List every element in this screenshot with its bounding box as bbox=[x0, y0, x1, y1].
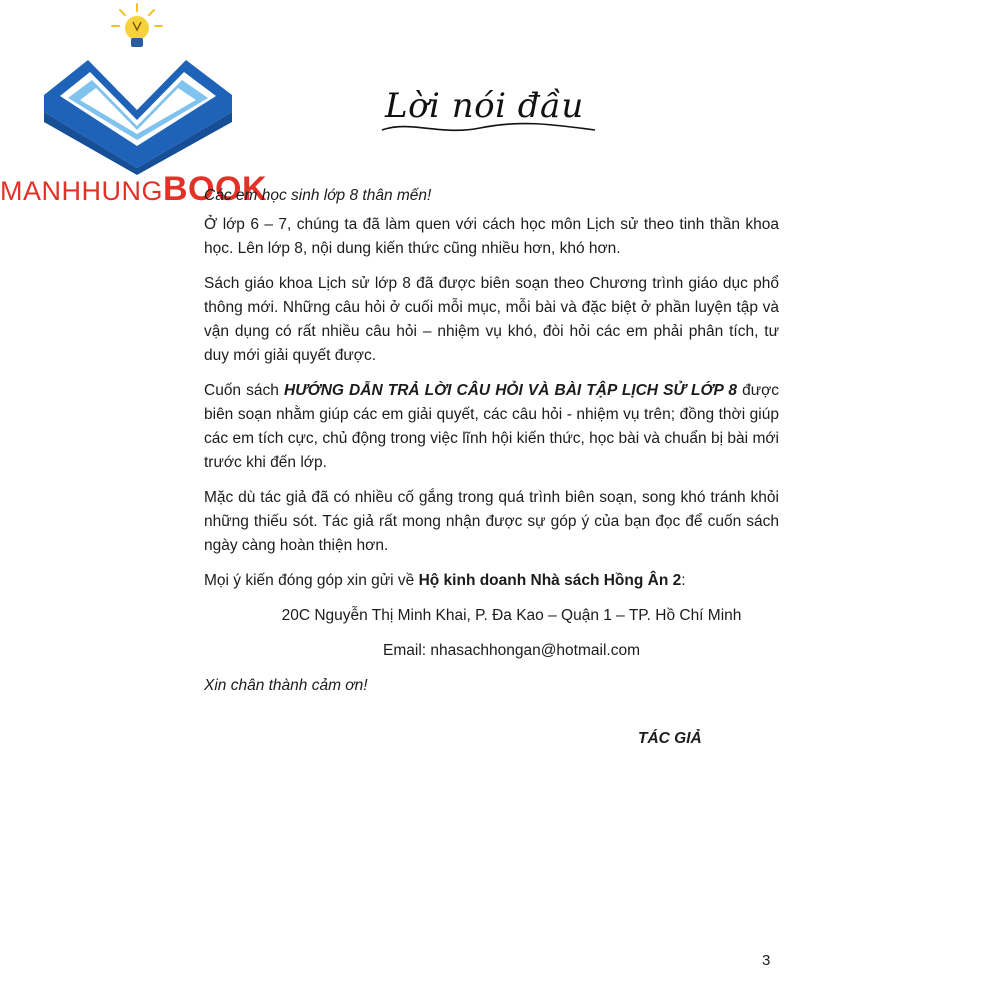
author-signature: TÁC GIẢ bbox=[638, 730, 702, 747]
email-line: Email: nhasachhongan@hotmail.com bbox=[383, 642, 640, 659]
paragraph-3 bbox=[204, 379, 779, 475]
page-title: Lời nói đầu bbox=[385, 86, 584, 126]
title-swash-decoration bbox=[380, 118, 600, 138]
address-line: 20C Nguyễn Thị Minh Khai, P. Đa Kao – Quận 1 – TP. Hồ Chí Minh bbox=[281, 607, 742, 624]
contact-prefix: Mọi ý kiến đóng góp xin gửi về bbox=[204, 572, 419, 589]
paragraph-3-suffix: được biên soạn nhằm giúp các em giải quyết, các câu hỏi - nhiệm vụ trên; đồng thời giúp các em tích cực, chủ động trong việc lĩnh hội kiến thức, học bài và chuẩn bị bài mới trước khi đến lớp. bbox=[204, 382, 779, 471]
brand-logo bbox=[40, 0, 240, 175]
contact-line bbox=[204, 569, 779, 593]
paragraph-2: Sách giáo khoa Lịch sử lớp 8 đã được biên soạn theo Chương trình giáo dục phổ thông mới. Những câu hỏi ở cuối mỗi mục, mỗi bài và đặc biệt ở phần luyện tập và vận dụng có rất nhiều câu hỏi – nhiệm vụ khó, đòi hỏi các em phải phân tích, tư duy mới giải quyết được. bbox=[204, 275, 779, 364]
closing-line: Xin chân thành cảm ơn! bbox=[204, 677, 368, 694]
greeting-line: Các em học sinh lớp 8 thân mến! bbox=[204, 187, 432, 204]
brand-wordmark-part1: MANHHUNG bbox=[0, 176, 163, 206]
book-title: HƯỚNG DẪN TRẢ LỜI CÂU HỎI VÀ BÀI TẬP LỊCH SỬ LỚP 8 bbox=[284, 382, 737, 399]
paragraph-4: Mặc dù tác giả đã có nhiều cố gắng trong quá trình biên soạn, song khó tránh khỏi những thiếu sót. Tác giả rất mong nhận được sự góp ý của bạn đọc để cuốn sách ngày càng hoàn thiện hơn. bbox=[204, 489, 779, 554]
contact-suffix: : bbox=[681, 572, 686, 589]
brand-wordmark-part2: BOOK bbox=[163, 170, 267, 208]
open-book-icon bbox=[44, 60, 232, 175]
paragraph-1: Ở lớp 6 – 7, chúng ta đã làm quen với cách học môn Lịch sử theo tinh thần khoa học. Lên lớp 8, nội dung kiến thức cũng nhiều hơn, khó hơn. bbox=[204, 216, 779, 257]
page-number: 3 bbox=[762, 952, 771, 969]
paragraph-3-prefix: Cuốn sách bbox=[204, 382, 284, 399]
contact-name: Hộ kinh doanh Nhà sách Hồng Ân 2 bbox=[418, 572, 682, 589]
lightbulb-icon bbox=[112, 4, 162, 47]
preface-body bbox=[204, 184, 779, 709]
